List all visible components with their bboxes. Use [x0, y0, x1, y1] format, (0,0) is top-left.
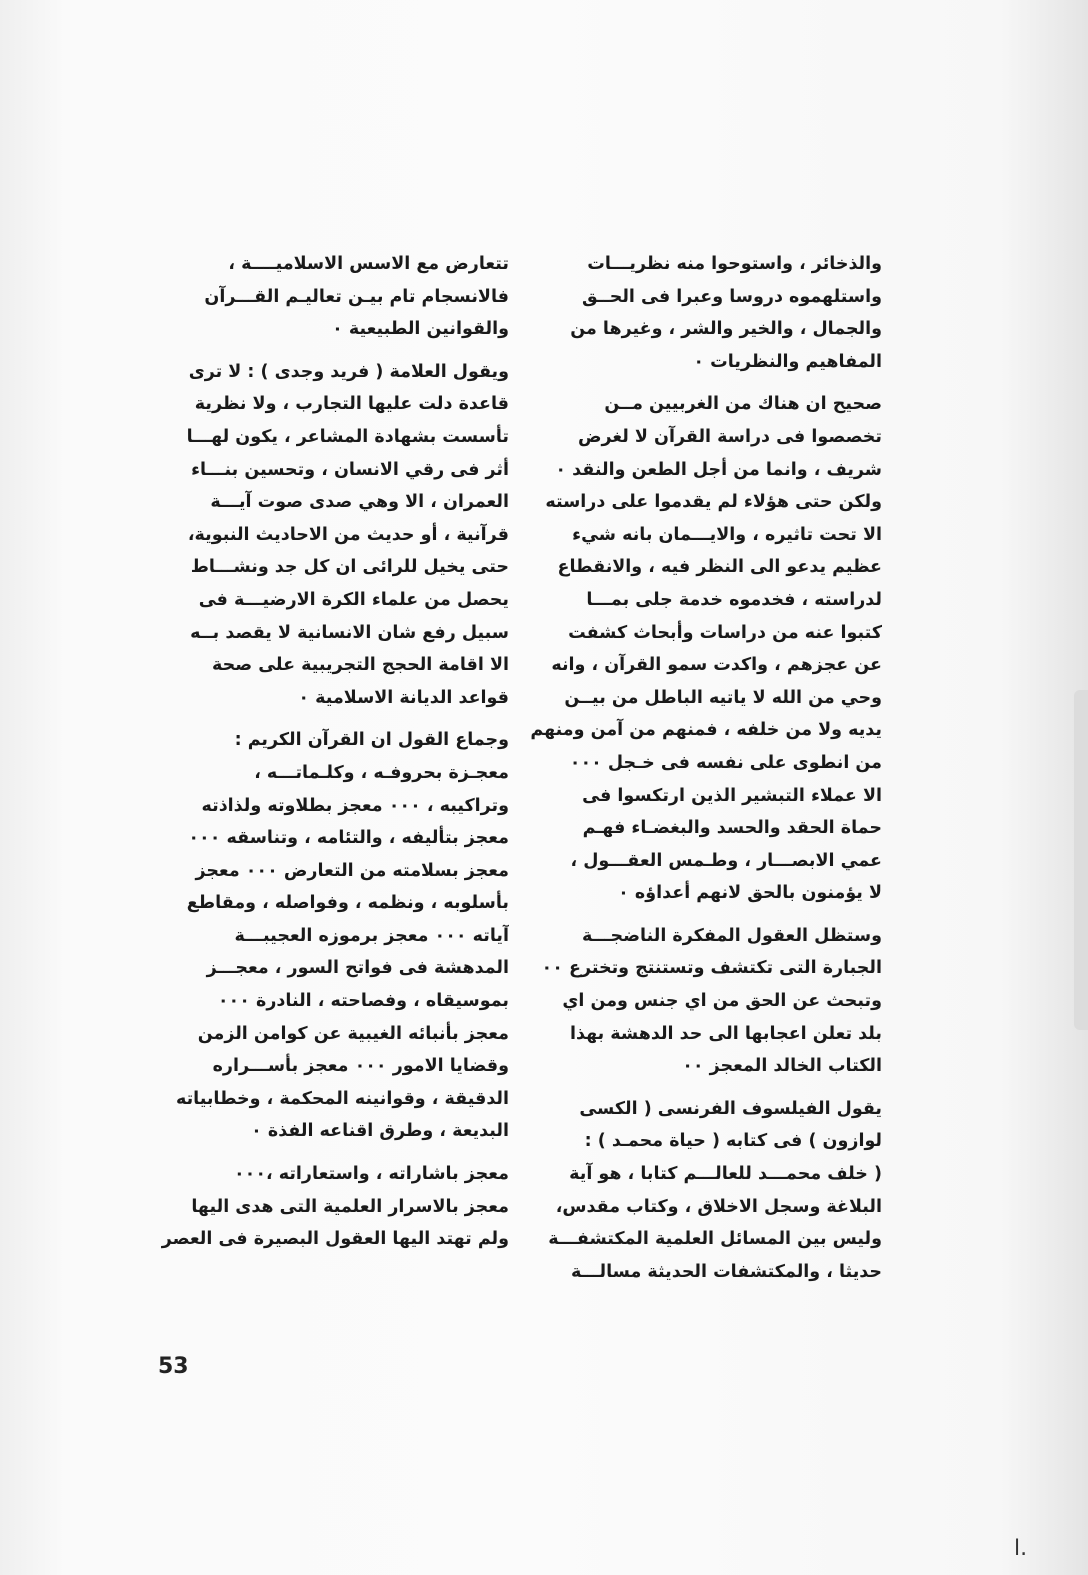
corner-mark: ا. [1014, 1536, 1028, 1561]
text-line: عن عجزهم ، واكدت سمو القرآن ، وانه [551, 655, 882, 676]
text-line: يقول الفيلسوف الفرنسى ( الكسى [579, 1098, 882, 1119]
text-line: الا تحت تاثيره ، والايـــمان بانه شيء [572, 524, 882, 545]
text-line: الكتاب الخالد المعجز ٠٠ [682, 1056, 882, 1077]
paragraph-gap [157, 714, 509, 724]
text-line: فالانسجام تام بيـن تعاليـم القـــرآن [204, 286, 509, 307]
text-line: قاعدة دلت عليها التجارب ، ولا نظرية [194, 394, 509, 415]
text-line: معجز بتأليفه ، والتئامه ، وتناسقه ٠٠٠ [188, 828, 509, 849]
text-line: آياته ٠٠٠ معجز برموزه العجيبـــة [234, 925, 509, 946]
text-line: وحي من الله لا ياتيه الباطل من بيــن [564, 687, 882, 708]
text-line: ولكن حتى هؤلاء لم يقدموا على دراسته [545, 492, 882, 513]
text-line: المفاهيم والنظريات ٠ [693, 351, 882, 372]
text-line: معجز بأنبائه الغيبية عن كوامن الزمن [197, 1023, 509, 1044]
text-line: أثر فى رقي الانسان ، وتحسين بنـــاء [191, 459, 509, 480]
paragraph-gap [530, 1083, 882, 1093]
text-line: حماة الحقد والحسد والبغضـاء فهـم [582, 818, 882, 839]
text-line: البديعة ، وطرق اقناعه الفذة ٠ [251, 1121, 509, 1142]
text-line: قرآنية ، أو حديث من الاحاديث النبوية، [187, 524, 509, 545]
text-line: وتراكيبه ، ٠٠٠ معجز بطلاوته ولذاذته [201, 795, 509, 816]
text-line: المدهشة فى فواتح السور ، معجـــز [206, 958, 509, 979]
text-line: العمران ، الا وهي صدى صوت آيـــة [210, 492, 509, 513]
text-line: بأسلوبه ، ونظمه ، وفواصله ، ومقاطع [186, 893, 509, 914]
text-line: ولم تهتد اليها العقول البصيرة فى العصر [161, 1229, 509, 1250]
text-line: بلد تعلن اعجابها الى حد الدهشة بهذا [569, 1023, 882, 1044]
text-line: معجـزة بحروفـه ، وكلـماتـــه ، [254, 762, 509, 783]
text-line: شريف ، وانما من أجل الطعن والنقد ٠ [555, 459, 882, 480]
text-line: الجبارة التى تكتشف وتستنتج وتخترع ٠٠ [541, 958, 882, 979]
text-line: الا عملاء التبشير الذين ارتكسوا فى [582, 785, 882, 806]
text-line: يديه ولا من خلفه ، فمنهم من آمن ومنهم [530, 720, 882, 741]
text-line: صحيح ان هناك من الغربيين مــن [604, 394, 882, 415]
paragraph-gap [530, 378, 882, 388]
text-line: واستلهموه دروسا وعبرا فى الحــق [582, 286, 882, 307]
text-line: سبيل رفع شان الانسانية لا يقصد بــه [190, 622, 509, 643]
text-line: وستظل العقول المفكرة الناضجـــة [581, 925, 882, 946]
text-line: من انطوى على نفسه فى خـجل ٠٠٠ [569, 752, 882, 773]
text-line: معجز بسلامته من التعارض ٠٠٠ معجز [195, 860, 509, 881]
text-line: يحصل من علماء الكرة الارضيـــة فى [198, 589, 509, 610]
left-text-column [157, 248, 509, 1256]
text-line: وجماع القول ان القرآن الكريم : [234, 730, 509, 751]
text-line: لا يؤمنون بالحق لانهم أعداؤه ٠ [618, 883, 882, 904]
paragraph-gap [157, 1148, 509, 1158]
text-line: تأسست بشهادة المشاعر ، يكون لهـــا [186, 426, 509, 447]
text-line: البلاغة وسجل الاخلاق ، وكتاب مقدس، [555, 1196, 882, 1217]
page-number: 53 [158, 1354, 189, 1379]
text-line: معجز باشاراته ، واستعاراته ،٠٠٠ [233, 1164, 509, 1185]
text-line: لدراسته ، فخدموه خدمة جلى بمـــا [586, 589, 882, 610]
text-line: قواعد الديانة الاسلامية ٠ [298, 687, 509, 708]
text-line: لوازون ) فى كتابه ( حياة محمـد ) : [584, 1131, 882, 1152]
text-line: حديثا ، والمكتشفات الحديثة مسالـــة [570, 1261, 882, 1282]
text-line: تتعارض مع الاسس الاسلاميــــة ، [228, 254, 509, 274]
right-text-column [530, 248, 882, 1288]
text-line: كتبوا عنه من دراسات وأبحاث كشفت [568, 622, 882, 643]
paragraph-gap [530, 910, 882, 920]
text-line: وليس بين المسائل العلمية المكتشفـــة [548, 1229, 882, 1250]
text-line: عمي الابصـــار ، وطـمس العقـــول ، [570, 850, 882, 871]
text-line: والجمال ، والخير والشر ، وغيرها من [570, 319, 882, 340]
text-line: وقضايا الامور ٠٠٠ معجز بأســـراره [212, 1056, 509, 1077]
text-line: حتى يخيل للرائى ان كل جد ونشـــاط [190, 557, 509, 578]
paragraph-gap [157, 346, 509, 356]
text-line: الدقيقة ، وقوانينه المحكمة ، وخطابياته [175, 1088, 509, 1109]
text-line: بموسيقاه ، وفصاحته ، النادرة ٠٠٠ [217, 991, 509, 1012]
text-line: عظيم يدعو الى النظر فيه ، والانقطاع [557, 557, 882, 578]
text-line: ( خلف محمـــد للعالـــم كتابا ، هو آية [569, 1164, 882, 1185]
text-line: وتبحث عن الحق من اي جنس ومن اي [562, 991, 882, 1012]
text-line: معجز بالاسرار العلمية التى هدى اليها [191, 1196, 509, 1217]
text-line: والقوانين الطبيعية ٠ [332, 319, 509, 340]
text-line: تخصصوا فى دراسة القرآن لا لغرض [577, 426, 882, 447]
text-line: ويقول العلامة ( فريد وجدى ) : لا ترى [188, 361, 509, 382]
page-edge-shadow [1074, 690, 1088, 1030]
text-line: والذخائر ، واستوحوا منه نظريـــات [587, 254, 882, 274]
text-line: الا اقامة الحجج التجريبية على صحة [212, 655, 509, 676]
